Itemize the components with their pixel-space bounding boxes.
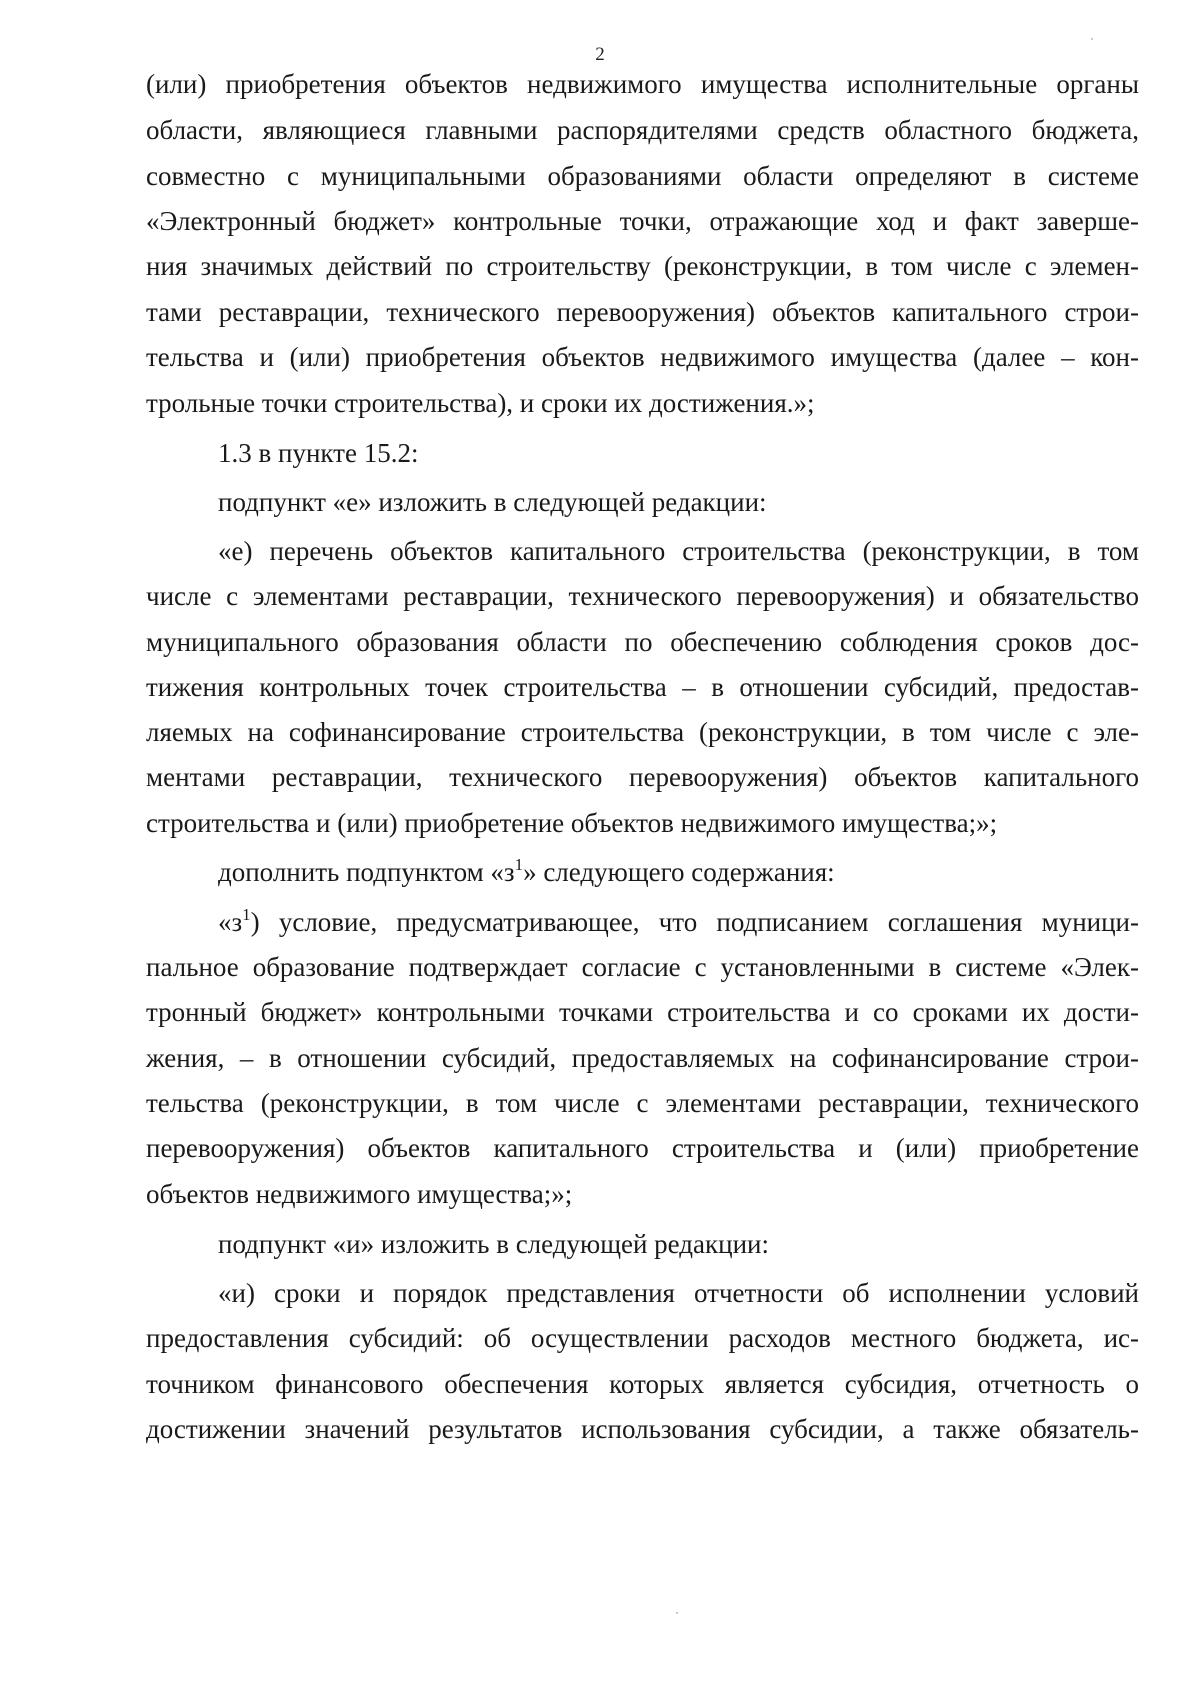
text-fragment: » следующего содержания: (523, 857, 835, 887)
text-line: предоставления субсидий: об осуществлении расходов местного бюджета, ис- (146, 1323, 1139, 1353)
text-line: «Электронный бюджет» контрольные точки, отражающие ход и факт заверше- (146, 206, 1139, 236)
superscript-mark: 1 (514, 855, 524, 874)
text-line: трольные точки строительства), и сроки их достижения.»; (146, 388, 815, 418)
scan-speck (676, 1612, 678, 1614)
text-line: тельства и (или) приобретения объектов недвижимого имущества (далее – кон- (146, 342, 1139, 372)
text-line: совместно с муниципальными образованиями области определяют в системе (146, 161, 1139, 191)
text-line: числе с элементами реставрации, технического перевооружения) и обязательство (146, 581, 1139, 611)
text-line: «и) сроки и порядок представления отчетности об исполнении условий (218, 1278, 1139, 1308)
text-line: области, являющиеся главными распорядителями средств областного бюджета, (146, 115, 1139, 145)
text-line: точником финансового обеспечения которых является субсидия, отчетность о (146, 1369, 1139, 1399)
text-line: ния значимых действий по строительству (реконструкции, в том числе с элемен- (146, 251, 1139, 281)
text-fragment: ) условие, предусматривающее, что подписанием соглашения муници- (250, 907, 1139, 937)
text-line: перевооружения) объектов капитального строительства и (или) приобретение (146, 1133, 1139, 1163)
text-line: пальное образование подтверждает согласие с установленными в системе «Элек- (146, 952, 1139, 982)
text-line: достижении значений результатов использования субсидии, а также обязатель- (146, 1414, 1139, 1444)
text-line: тронный бюджет» контрольными точками строительства и со сроками их дости- (146, 997, 1139, 1027)
text-line: (или) приобретения объектов недвижимого имущества исполнительные органы (146, 69, 1139, 99)
text-line: строительства и (или) приобретение объектов недвижимого имущества;»; (146, 808, 998, 838)
text-line: подпункт «е» изложить в следующей редакции: (218, 487, 767, 517)
text-line: тельства (реконструкции, в том числе с элементами реставрации, технического (146, 1088, 1139, 1118)
section-heading: 1.3 в пункте 15.2: (218, 438, 419, 468)
text-line: тижения контрольных точек строительства – в отношении субсидий, предостав- (146, 672, 1139, 702)
text-fragment: дополнить подпунктом «з (218, 857, 515, 887)
text-fragment: «з (218, 907, 243, 937)
text-line: «е) перечень объектов капитального строительства (реконструкции, в том (218, 536, 1139, 566)
text-line: тами реставрации, технического перевооружения) объектов капитального строи- (146, 297, 1139, 327)
text-line: ментами реставрации, технического перевооружения) объектов капитального (146, 762, 1139, 792)
text-line: ляемых на софинансирование строительства (реконструкции, в том числе с эле- (146, 717, 1139, 747)
superscript-mark: 1 (242, 905, 251, 924)
text-line: объектов недвижимого имущества;»; (146, 1179, 573, 1209)
scan-speck (1091, 38, 1093, 40)
text-line (218, 902, 1139, 942)
text-line: жения, – в отношении субсидий, предоставляемых на софинансирование строи- (146, 1043, 1139, 1073)
text-line (218, 852, 1139, 892)
page-number: 2 (595, 44, 605, 65)
text-line: подпункт «и» изложить в следующей редакции: (218, 1229, 769, 1259)
text-line: муниципального образования области по обеспечению соблюдения сроков дос- (146, 627, 1139, 657)
